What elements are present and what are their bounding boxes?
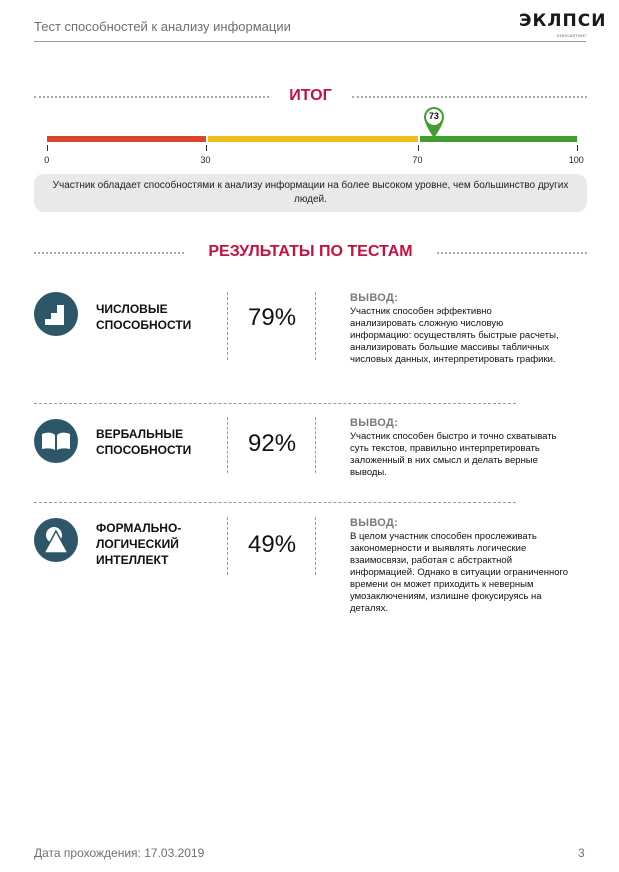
row-separator: [34, 502, 516, 503]
dotted-rule-left: [34, 96, 269, 98]
logo-sub-text: КОНСАЛТИНГ: [557, 33, 587, 38]
scale-tick: [206, 145, 207, 151]
test-name-line: ЧИСЛОВЫЕ: [96, 302, 168, 316]
column-divider: [315, 292, 316, 360]
test-row: [34, 517, 569, 627]
conclusion-text: Участник способен эффективно анализировать сложную числовую информацию: осуществлять быстрые расчеты, анализировать большие массивы табличных числовых данных, интерпретировать графики.: [350, 306, 559, 365]
test-percent: 79%: [248, 304, 297, 331]
test-name: [96, 426, 191, 458]
conclusion-label: ВЫВОД:: [350, 417, 399, 429]
test-name: [96, 301, 191, 333]
logo-main-text: ЭКЛПСИ: [519, 11, 607, 31]
book-icon: [34, 419, 78, 463]
test-name-line: ИНТЕЛЛЕКТ: [96, 553, 169, 567]
test-row: [34, 417, 557, 487]
column-divider: [227, 292, 228, 360]
company-logo: [519, 11, 607, 42]
summary-box: [34, 174, 587, 212]
summary-text: Участник обладает способностями к анализу информации на более высоком уровне, чем большинство других людей.: [52, 180, 569, 205]
test-percent: 49%: [248, 531, 297, 558]
stairs-icon: [34, 292, 78, 336]
dotted-rule-right: [437, 252, 587, 254]
column-divider: [227, 517, 228, 575]
scale-zone-low: [47, 136, 206, 142]
test-name-line: ЛОГИЧЕСКИЙ: [96, 537, 179, 551]
conclusion-label: ВЫВОД:: [350, 292, 399, 304]
column-divider: [315, 417, 316, 473]
score-value: 73: [428, 111, 439, 121]
header-divider: [34, 41, 586, 42]
map-pin-icon: [421, 104, 447, 140]
scale-label: 100: [568, 155, 584, 165]
page-number: 3: [578, 846, 585, 860]
test-name-line: ФОРМАЛЬНО-: [96, 521, 182, 535]
scale-tick: [418, 145, 419, 151]
test-name: [96, 520, 181, 568]
scale-tick: [577, 145, 578, 151]
row-separator: [34, 403, 516, 404]
test-name-line: СПОСОБНОСТИ: [96, 318, 192, 332]
scale-label: 0: [44, 155, 50, 165]
scale-tick: [47, 145, 48, 151]
test-name-line: СПОСОБНОСТИ: [96, 443, 192, 457]
test-row: [34, 292, 559, 384]
scale-label: 30: [200, 155, 211, 165]
summary-section-title: ИТОГ: [289, 87, 332, 104]
page-header-title: Тест способностей к анализу информации: [34, 19, 291, 34]
dotted-rule-right: [352, 96, 587, 98]
column-divider: [315, 517, 316, 575]
conclusion-text: Участник способен быстро и точно схватывать суть текстов, правильно интерпретировать заложенный в них смысл и делать верные выводы.: [350, 431, 557, 478]
completion-date: Дата прохождения: 17.03.2019: [34, 846, 205, 860]
dotted-rule-left: [34, 252, 184, 254]
shapes-icon: [34, 518, 78, 562]
conclusion-text: В целом участник способен прослеживать закономерности и выявлять логические взаимосвязи, работая с абстрактной информацией. Однако в ситуации ограниченного времени он может приходить к неверным умозаключениям, излишне фокусируясь на деталях.: [350, 531, 569, 614]
results-section-title: РЕЗУЛЬТАТЫ ПО ТЕСТАМ: [208, 243, 413, 260]
score-marker: [421, 104, 447, 140]
test-percent: 92%: [248, 430, 297, 457]
column-divider: [227, 417, 228, 473]
conclusion-label: ВЫВОД:: [350, 517, 399, 529]
scale-label: 70: [412, 155, 423, 165]
test-name-line: ВЕРБАЛЬНЫЕ: [96, 427, 184, 441]
scale-zone-mid: [208, 136, 418, 142]
